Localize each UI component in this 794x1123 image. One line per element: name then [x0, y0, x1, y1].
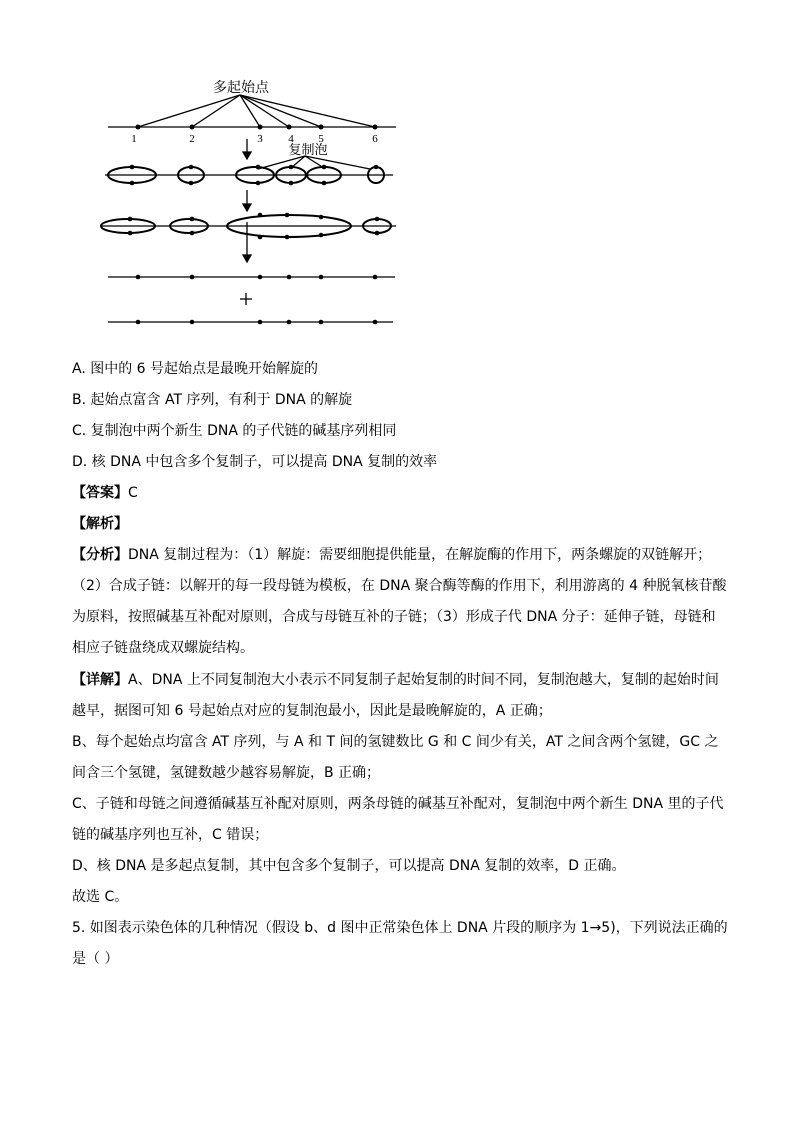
figure-title: 多起始点	[213, 80, 269, 96]
analysis-label: 【分析】	[72, 547, 128, 563]
origin-number: 4	[288, 133, 294, 145]
answer-line	[72, 484, 138, 502]
origin-number: 5	[318, 133, 324, 145]
answer-label: 【答案】	[72, 485, 128, 501]
analysis-text: DNA 复制过程为：（1）解旋：需要细胞提供能量，在解旋酶的作用下，两条螺旋的双链解开；	[128, 547, 712, 563]
analysis-line	[72, 546, 711, 564]
analysis-line: 相应子链盘绕成双螺旋结构。	[72, 640, 254, 656]
detail-line: 越早，据图可知 6 号起始点对应的复制泡最小，因此是最晚解旋的，A 正确；	[72, 703, 552, 719]
origin-number: 2	[189, 133, 195, 145]
option-c: C. 复制泡中两个新生 DNA 的子代链的碱基序列相同	[72, 423, 397, 439]
bubble-label: 复制泡	[288, 143, 328, 158]
detail-line	[72, 671, 719, 689]
origin-number: 1	[131, 133, 137, 145]
dna-replication-figure	[100, 76, 405, 332]
question-5-line: 5. 如图表示染色体的几种情况（假设 b、d 图中正常染色体上 DNA 片段的顺序为 1→5)，下列说法正确的	[72, 920, 728, 936]
detail-line: 间含三个氢键，氢键数越少越容易解旋，B 正确；	[72, 765, 381, 781]
option-b: B. 起始点富含 AT 序列，有利于 DNA 的解旋	[72, 392, 353, 408]
question-5-line: 是（ ）	[72, 951, 119, 967]
detail-text: A、DNA 上不同复制泡大小表示不同复制子起始复制的时间不同，复制泡越大，复制的起始时间	[128, 672, 719, 688]
detail-line: 链的碱基序列也互补，C 错误；	[72, 827, 269, 843]
option-a: A. 图中的 6 号起始点是最晚开始解旋的	[72, 361, 319, 377]
origin-number: 6	[372, 133, 378, 145]
option-d: D. 核 DNA 中包含多个复制子，可以提高 DNA 复制的效率	[72, 454, 438, 470]
detail-label: 【详解】	[72, 672, 128, 688]
detail-line: B、每个起始点均富含 AT 序列，与 A 和 T 间的氢键数比 G 和 C 间少有关，AT 之间含两个氢键，GC 之	[72, 734, 719, 750]
analysis-line: （2）合成子链：以解开的每一段母链为模板，在 DNA 聚合酶等酶的作用下，利用游离的 4 种脱氧核苷酸	[72, 578, 727, 594]
conclusion: 故选 C。	[72, 889, 129, 905]
detail-line: C、子链和母链之间遵循碱基互补配对原则，两条母链的碱基互补配对，复制泡中两个新生 DNA 里的子代	[72, 796, 724, 812]
detail-line: D、核 DNA 是多起点复制，其中包含多个复制子，可以提高 DNA 复制的效率，D 正确。	[72, 858, 626, 874]
origin-number: 3	[257, 133, 263, 145]
answer-value: C	[128, 485, 138, 501]
analysis-line: 为原料，按照碱基互补配对原则，合成与母链互补的子链；（3）形成子代 DNA 分子：延伸子链，母链和	[72, 609, 716, 625]
analysis-heading: 【解析】	[72, 516, 128, 532]
